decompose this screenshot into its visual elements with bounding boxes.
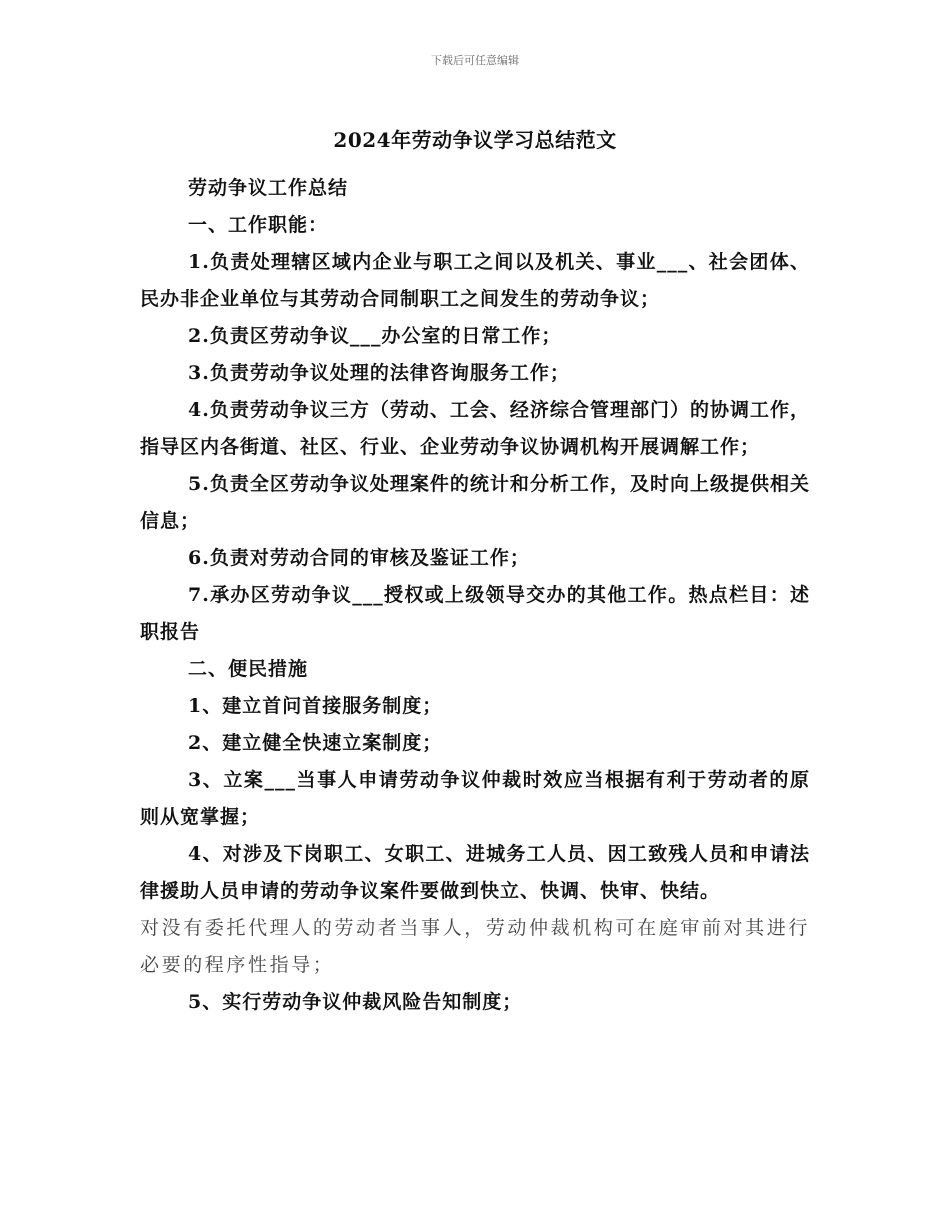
measure-item-2: 2、建立健全快速立案制度； <box>188 732 443 754</box>
function-item-5: 5.负责全区劳动争议处理案件的统计和分析工作，及时向上级提供相关信息； <box>140 473 810 532</box>
function-item-7: 7.承办区劳动争议___授权或上级领导交办的其他工作。热点栏目：述职报告 <box>140 584 810 643</box>
function-item-3: 3.负责劳动争议处理的法律咨询服务工作； <box>188 362 570 384</box>
measure-item-5: 5、实行劳动争议仲裁风险告知制度； <box>188 991 523 1013</box>
measure-item-3: 3、立案___当事人申请劳动争议仲裁时效应当根据有利于劳动者的原则从宽掌握； <box>140 769 810 828</box>
measure-item-4: 4、对涉及下岗职工、女职工、进城务工人员、因工致残人员和申请法律援助人员申请的劳动争议案件要做到快立、快调、快审、快结。 <box>140 843 810 902</box>
measure-item-4-continued: 对没有委托代理人的劳动者当事人，劳动仲裁机构可在庭审前对其进行必要的程序性指导； <box>140 917 810 976</box>
header-note: 下载后可任意编辑 <box>431 54 519 67</box>
section-heading-functions: 一、工作职能： <box>188 214 329 236</box>
section-heading-summary: 劳动争议工作总结 <box>188 177 349 199</box>
function-item-4: 4.负责劳动争议三方（劳动、工会、经济综合管理部门）的协调工作，指导区内各街道、社区、行业、企业劳动争议协调机构开展调解工作； <box>140 399 810 458</box>
function-item-6: 6.负责对劳动合同的审核及鉴证工作； <box>188 547 530 569</box>
function-item-1: 1.负责处理辖区域内企业与职工之间以及机关、事业___、社会团体、民办非企业单位与其劳动合同制职工之间发生的劳动争议； <box>140 251 810 310</box>
document-body <box>140 170 810 1021</box>
section-heading-measures: 二、便民措施 <box>188 658 309 680</box>
function-item-2: 2.负责区劳动争议___办公室的日常工作； <box>188 325 562 347</box>
document-title: 2024年劳动争议学习总结范文 <box>333 128 617 152</box>
measure-item-1: 1、建立首问首接服务制度； <box>188 695 443 717</box>
